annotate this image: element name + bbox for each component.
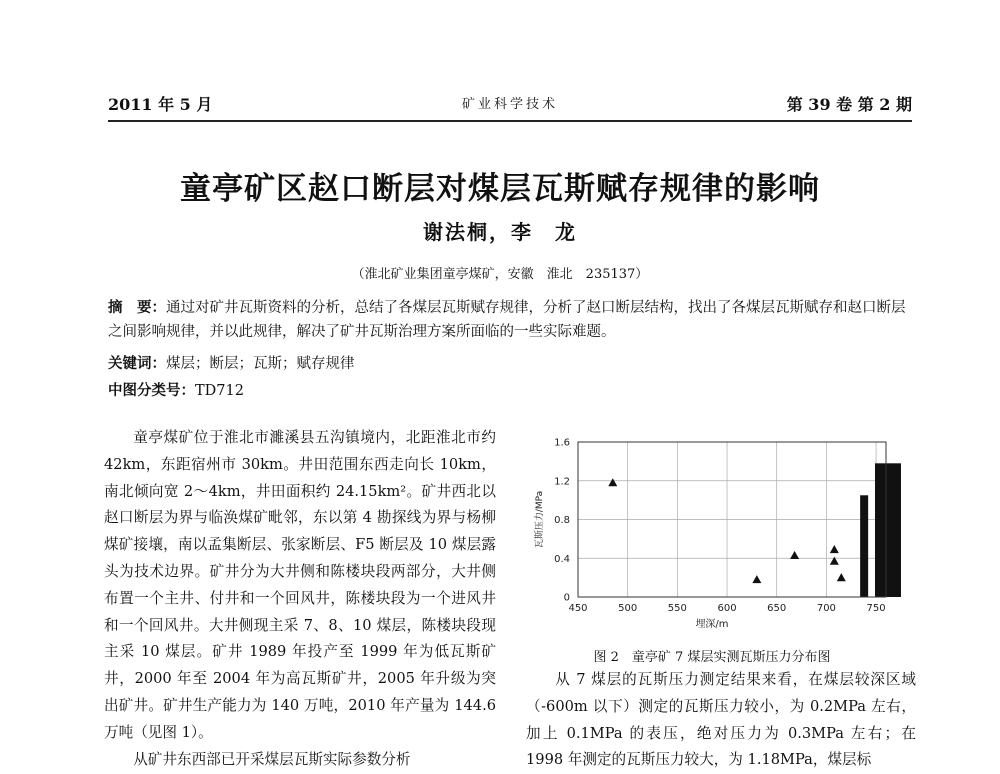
chart-x-tick-label: 650: [767, 603, 787, 614]
paper-authors: 谢法桐，李 龙: [423, 220, 577, 244]
abstract-text: 通过对矿井瓦斯资料的分析，总结了各煤层瓦斯赋存规律，分析了赵口断层结构，找出了各煤层瓦斯赋存和赵口断层之间影响规律，并以此规律，解决了矿井瓦斯治理方案所面临的一些实际难题。: [108, 300, 906, 340]
body-paragraph: 从矿井东西部已开采煤层瓦斯实际参数分析: [133, 750, 411, 768]
keywords-text: 煤层；断层；瓦斯；赋存规律: [166, 356, 355, 372]
chart-grid: [578, 442, 886, 597]
chart-y-tick-label: 1.2: [554, 476, 570, 488]
chart-point: [830, 545, 839, 553]
chart-point: [790, 551, 799, 559]
pressure-depth-chart: [522, 432, 902, 636]
abstract: [108, 296, 914, 344]
chart-bar: [875, 463, 901, 597]
chart-x-tick-label: 600: [717, 603, 737, 614]
chart-bar: [860, 495, 868, 597]
chart-x-tick-label: 700: [816, 603, 836, 614]
header-journal: 矿业科学技术: [461, 97, 558, 112]
chart-bars: [860, 463, 901, 597]
chart-y-tick-label: 1.6: [554, 437, 570, 449]
classification-text: TD712: [195, 383, 244, 399]
chart-y-axis-label: 瓦斯压力/MPa: [535, 490, 545, 549]
chart-point: [752, 575, 761, 583]
chart-point: [837, 573, 846, 581]
keywords: [108, 352, 355, 373]
chart-tick-labels: [554, 438, 886, 615]
figure-caption: 图 2 童亭矿 7 煤层实测瓦斯压力分布图: [593, 650, 831, 665]
classification: [108, 379, 244, 400]
paper-affiliation: （淮北矿业集团童亭煤矿，安徽 淮北 235137）: [351, 267, 649, 282]
running-header: [108, 92, 912, 118]
chart-point: [608, 478, 617, 486]
header-volume: 第 39 卷 第 2 期: [786, 95, 912, 114]
abstract-label: 摘 要：: [108, 299, 166, 316]
classification-label: 中图分类号：: [108, 382, 195, 399]
chart-x-axis-label: 埋深/m: [695, 619, 729, 630]
chart-y-tick-label: 0.4: [554, 553, 570, 565]
paper-title: 童亭矿区赵口断层对煤层瓦斯赋存规律的影响: [180, 171, 820, 207]
keywords-label: 关键词：: [108, 355, 166, 372]
chart-y-tick-label: 0.8: [554, 515, 570, 526]
body-column-right: [526, 667, 916, 774]
body-paragraph: 童亭煤矿位于淮北市濉溪县五沟镇境内，北距淮北市约 42km，东距宿州市 30km。井田范围东西走向长 10km，南北倾向宽 2～4km，井田面积约 24.15km²。矿井西北以赵口断层为界与临涣煤矿毗邻，东以第 4 勘探线为界与杨柳煤矿接壤，南以孟集断层、张家断层、F5 断层及 10 煤层露头为技术边界。矿井分为大井侧和陈楼块段两部分，大井侧布置一个主井、付井和一个回风井，陈楼块段为一个进风井和一个回风井。大井侧现主采 7、8、10 煤层，陈楼块段现主采 10 煤层。矿井 1989 年投产至 1999 年为低瓦斯矿井，2000 年至 2004 年为高瓦斯矿井，2005 年升级为突出矿井。矿井生产能力为 140 万吨，2010 年产量为 144.6 万吨（见图 1）。: [104, 429, 496, 741]
body-paragraph: 从 7 煤层的瓦斯压力测定结果来看，在煤层较深区域（-600m 以下）测定的瓦斯压力较小，为 0.2MPa 左右，加上 0.1MPa 的表压，绝对压力为 0.3MPa 左右；在 1998 年测定的瓦斯压力较大，为 1.18MPa，煤层标: [526, 671, 916, 769]
chart-x-tick-label: 450: [568, 603, 588, 614]
chart-x-tick-label: 750: [866, 603, 886, 614]
body-column-left: [104, 425, 496, 773]
header-date: 2011 年 5 月: [108, 95, 213, 114]
chart-x-tick-label: 500: [618, 603, 638, 614]
chart-x-tick-label: 550: [667, 603, 687, 614]
chart-point: [830, 557, 839, 565]
chart-y-tick-label: 0: [563, 592, 570, 604]
header-rule: [108, 120, 912, 122]
